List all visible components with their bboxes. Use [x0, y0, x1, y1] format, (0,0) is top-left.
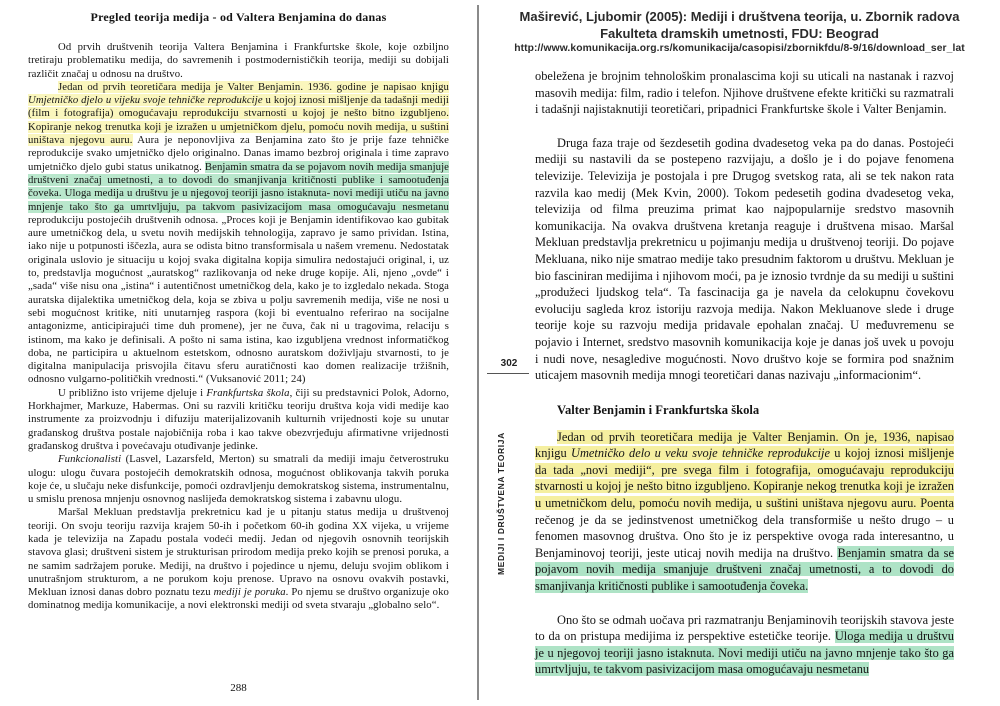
text-run: (Lasvel, Lazarsfeld, Merton) su smatrali da mediji imaju četverostruku ulogu: ulogu čuvara postojećih demokratskih odnosa, mogućnost oblikovanja takvih poruka koje će, u slučaju neke disfunkcije, pomoći ozdravljenju demokratskog sistema, instrumentalnu, u smislu prenosa mnjenju osnovnog naslijeđa demokratskog sistema i zabavnu ulogu. — [28, 453, 449, 506]
text-run: U približno isto vrijeme djeluje i — [58, 386, 207, 399]
highlighted-text: Umetničko delo u veku svoje tehničke reprodukcije — [571, 446, 830, 461]
text-run: obeležena je brojnim tehnološkim pronalascima koji su uticali na nastanak i razvoj masovih medija: film, radio i telefon. Njihove društvene efekte kritički su razmatrali i tadašnji najistaknutiji teoretičari, pripadnici Frankfurtske škole i Valter Benjamin. — [535, 69, 954, 117]
highlighted-text: Umjetničko djelo u vijeku svoje tehničke reprodukcije — [28, 94, 263, 107]
right-paragraph-3 — [535, 429, 954, 595]
sidebar-label-vertical: MEDIJI I DRUŠTVENA TEORIJA — [496, 432, 506, 575]
text-run: Funkcionalisti — [58, 453, 122, 466]
text-run: , čiji su predstavnici Polok, Adorno, Horkhajmer, Markuze, Habermas. Oni su razvili kritičku teoriju društva koja vidi medije kao instrumente za proizvodnju i difuziju materijalizovanih kulturnih vrijednosti koje su unutar građanskog društva postale najobičnija roba i kao takve obezvrjeđuju afirmativne vrijednosti građanskog društva i povećavaju otuđivanje jedinke. — [28, 386, 449, 452]
text-run: Od prvih društvenih teorija Valtera Benjamina i Frankfurtske škole, koje ozbiljno tretiraju problematiku medija, do savremenih i postmodernističkih teorija, mediji su dobijali različit značaj u odnosu na društvo. — [28, 41, 449, 80]
text-run: Frankfurtska škola — [206, 386, 290, 399]
left-paragraph-4 — [28, 453, 449, 506]
text-run: Aura je neponovljiva za Benjamina zato što je prije faze tehničke reprodukcije svako umjetničko djelo originalno. Danas imamo bezbroj originala i time zapravo umjetničko djelo gubi status unikatnog. — [28, 134, 449, 173]
left-page-body — [28, 41, 449, 613]
right-paragraph-4 — [535, 612, 954, 678]
left-page-content — [28, 6, 449, 613]
citation-line-1: Maširević, Ljubomir (2005): Mediji i društvena teorija, u. Zbornik radova — [519, 9, 960, 24]
right-paragraph-1 — [535, 68, 954, 118]
text-run: Ono što se odmah uočava pri razmatranju Benjaminovih teorijskih stavova jeste to da on pristupa medijima iz perspektive estetičke teorije. — [535, 612, 954, 644]
text-run: rečenog je da se jedinstvenost umetničkog dela transformiše u nešto drugo – u fenomen masovnog društva. Ono što je iz perspektive ovoga rada interesantno, u Benjaminovoj teoriji, jeste uticaj novih medija na društvo. — [535, 512, 954, 560]
highlighted-text: Jedan od prvih teoretičara medija je Valter Benjamin. On je, 1936, napisao knjigu — [535, 429, 954, 461]
sidebar-rule — [487, 373, 529, 374]
highlighted-text: Benjamin smatra da se pojavom novih medija smanjuje društveni značaj umetnosti, a to dovodi do smanjivanja kritičnosti publike i samootuđenja čoveka. — [535, 545, 954, 594]
citation-line-2: Fakulteta dramskih umetnosti, FDU: Beograd — [600, 25, 879, 41]
highlighted-text: Jedan od prvih teoretičara medija je Valter Benjamin. 1936. godine je napisao knjigu — [58, 80, 449, 93]
left-page-title: Pregled teorija medija - od Valtera Benjamina do danas — [90, 10, 387, 24]
left-paragraph-5 — [28, 506, 449, 612]
sidebar — [483, 358, 529, 588]
citation-header — [479, 0, 1000, 56]
right-page-body — [535, 68, 954, 695]
sidebar-page-number: 302 — [500, 358, 518, 369]
section-heading: Valter Benjamin i Frankfurtska škola — [557, 402, 760, 417]
text-run: mediji je poruka — [213, 586, 286, 599]
highlighted-text: Benjamin smatra da se pojavom novih medija smanjuje društveni značaj umetnosti, a to dovodi do smanjivanja kritičnosti publike i samootuđenja čoveka. Uloga medija u društvu je u njegovoj teoriji jasno istaknuta- novi mediji utiču na javno mnjenje tako što ga umrtvljuju, pa takvom pasivizacijom masa omogućavaju nesmetanu — [28, 160, 450, 213]
citation-url: http://www.komunikacija.org.rs/komunikacija/casopisi/zbornikfdu/8-9/16/download_ser_lat — [514, 43, 965, 54]
highlighted-text: u kojoj iznosi mišljenje da tada „novi mediji“, pre svega film i fotografija, omogućavaju reprodukciju stvarnosti u kojoj je nešto bitno izgubljeno. Kopiranje nekog trenutka koji je izražen u umetničkom delu, pomoću novih medija, u suštini uništava njegovu auru. Poenta — [535, 446, 954, 511]
right-paragraph-2 — [535, 135, 954, 384]
left-page-number: 288 — [230, 682, 247, 694]
text-run: reprodukciju postojećih društvenih odnosa. „Proces koji je Benjamin identifikovao kao gubitak aure umetničkog dela, u svetu novih medijskih tehnologija, zapravo je samo prividan. Istina, iako nije u potpunosti iščezla, aura se odista bitno transformisala u našem vremenu. Nedostatak originala uslovio je situaciju u kojoj svaka digitalna kopija simulira nedostajući original, i, uz to, predstavlja mogućnost „auratskog“ razlikovanja od neke druge kopije. Ali, njeno „ovde“ i „sada“ više nisu ona „istina“ i autentičnost umetničkog dela, kako je to izgledalo nekada. Stoga auratska dijalektika umetničkog dela, koja se zbiva u polju savremenih medija, više ne nosi u sebi mogućnost kritike, niti unutarnjeg raspora (koji bi eventualno referirao na socijalne antagonizme, anticipirajući time duh promene), jer ne čuva, čak ni u tragovima, relaciju s istinom, ma kako je definisali. A pošto ni sama istina, kao izgubljena vrednost informatičkog doba, ne participira u aktuelnom estetskom, odnosno auratskom doživljaju stvarnosti, to je digitalna manipulacija prisvojila čitavu sferu auratičnosti kao domen realizacije tržišnih, odnosno vulgarno-političkih vrednosti.“ (Vuksanović 2011; 24) — [28, 213, 449, 386]
left-paragraph-3 — [28, 387, 449, 453]
page-left — [0, 0, 477, 706]
text-run: . Po njemu se društvo organizuje oko dominatnog medija komunikacije, a novi elektronski mediji od sveta stvaraju „globalno selo“. — [28, 586, 449, 612]
text-run: Druga faza traje od šezdesetih godina dvadesetog veka pa do danas. Postojeći mediji su nastavili da se postepeno razvijaju, a došlo je i do pojave fenomena televizije. Televizija je postojala i pre Drugog svetskog rata, ali se tek nakon rata razvila kao medij (Mek Kvin, 2000). Tokom pedesetih godina dvadesetog veka, televizija od filma preuzima primat kao najpopularnije sredstvo masovnih komunikacija. Na ovakva društvena kretanja reaguje i društvena misao. Maršal Mekluan predstavlja prekretnicu u pojimanju medija u društvenoj teoriji. Do pojave Mekluana, niko nije smatrao medije tako presudnim faktorom u društvu. Mekluan je bio fasciniran medijima i njihovom moći, pa je iznosio tvrdnje da su mediji u suštini „produžeci ljudskog tela“. Ta fascinacija ga je navela da celokupnu čovekovu evoluciju sagleda kroz istoriju razvoja medija. Nakon Mekluanove slede i druge teorije koje su razvoju medija pridavale epohalan značaj. U međuvremenu se pojavio i Internet, sredstvo masovnih komunikacija koje je danas još uvek u povoju i nudi nove, nesagledive mogućnosti. Novo društvo koje se formira pod snažnim uticajem masovnih medija mnogi teoretičari danas nazivaju „informacionim“. — [535, 135, 954, 383]
highlighted-text: u kojoj iznosi mišljenje da tadašnji mediji (film i fotografija) omogućavaju reprodukciju stvarnosti u kojoj je nešto bitno izgubljeno. Kopiranje nekog trenutka koji je izražen u umjetničkom djelu, pomoću novih medija, u suštini uništava njegovu auru. — [28, 94, 449, 147]
highlighted-text: Uloga medija u društvu je u njegovoj teoriji jasno istaknuta. Novi mediji utiču na javno mnjenje tako što ga umrtvljuju, te takvom pasivizacijom masa omogućavaju nesmetanu — [535, 629, 954, 677]
page-right — [479, 0, 1000, 706]
left-paragraph-1 — [28, 41, 449, 81]
left-paragraph-2 — [28, 81, 449, 387]
text-run: Maršal Mekluan predstavlja prekretnicu kad je u pitanju status medija u društvenoj teoriji. On svoju teoriju razvija krajem 50-ih i početkom 60-ih godina XX vijeka, u vrijeme kada je televizija na Zapadu postala vodeći medij. Jedan od njegovih osnovnih teorijskih stavova glasi; društveni sistem je strukturisan prirodom medija preko kojih se prenosi poruka, a ne samim sadržajem poruke. Mediji, na društvo i pojedince u njemu, deluju svojim oblikom i unutrašnjom strukturom, a ne porukom koju prenose. Upravo na osnovu ovakvih postavki, Mekluan iznosi danas dobro poznatu tezu — [28, 506, 449, 599]
